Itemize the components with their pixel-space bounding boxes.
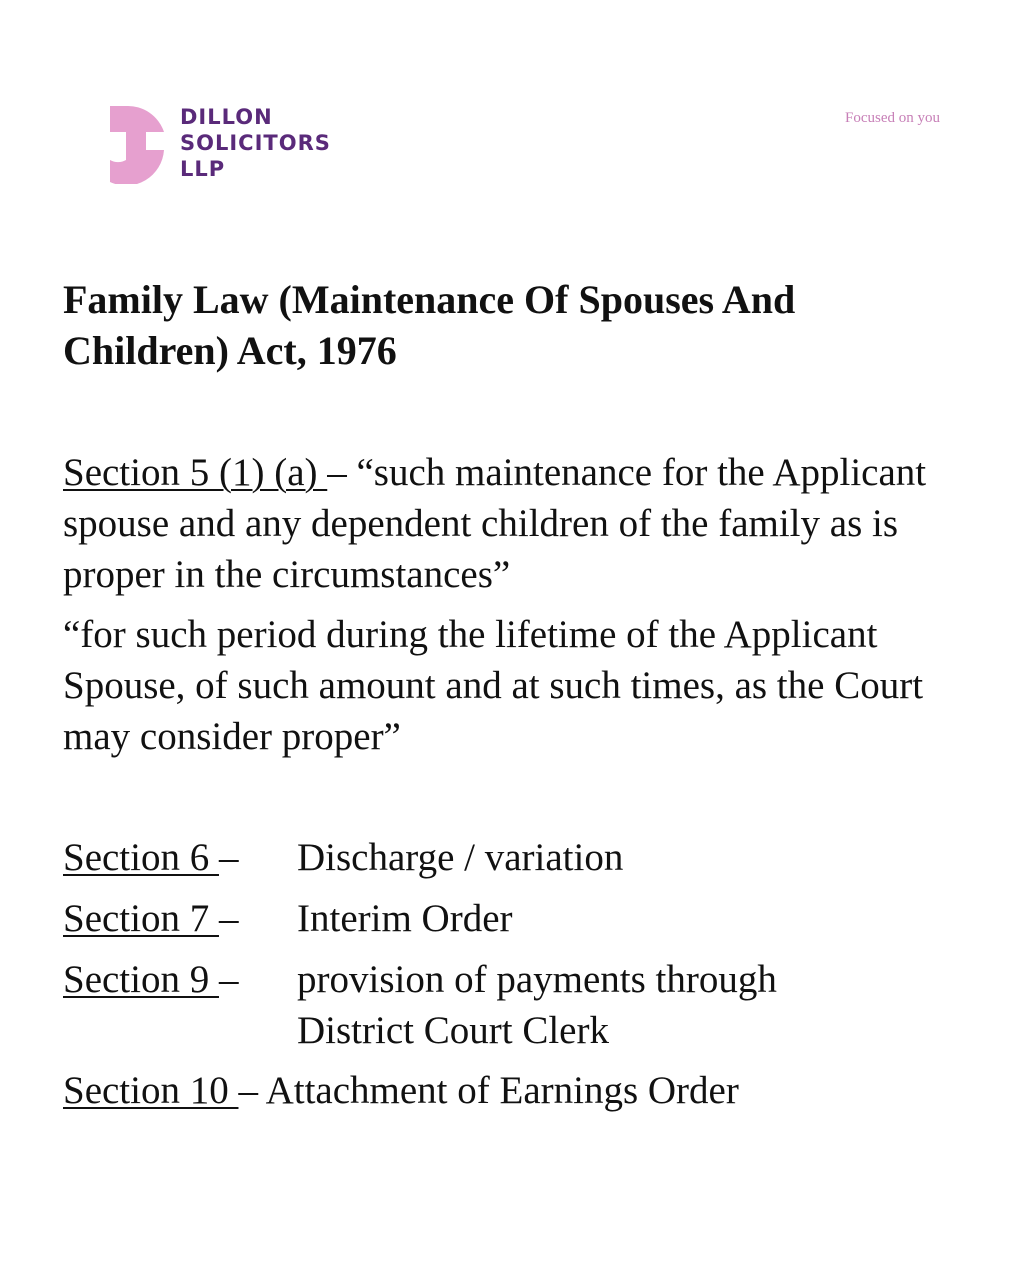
logo-mark-icon <box>108 104 166 184</box>
section-9-dash: – <box>218 958 239 1001</box>
section-6-label-group <box>63 832 238 883</box>
tagline: Focused on you <box>845 110 940 126</box>
document-title: Family Law (Maintenance Of Spouses And Children) Act, 1976 <box>63 277 796 373</box>
section-9-label-group <box>63 954 238 1005</box>
section-10-label: Section 10 <box>63 1069 239 1112</box>
section-9-description <box>297 954 777 1056</box>
firm-logo <box>108 104 378 186</box>
section-6-description: Discharge / variation <box>297 836 624 879</box>
section-10-text: – Attachment of Earnings Order <box>238 1069 739 1112</box>
section-5-text: – “such maintenance for the Applicant spouse and any dependent children of the family as is proper in the circumstances” <box>63 451 927 596</box>
section-7-label: Section 7 <box>63 897 219 940</box>
logo-line-3: LLP <box>180 157 226 181</box>
section-9-description-line-1: provision of payments through <box>297 958 777 1001</box>
section-9-description-line-2: District Court Clerk <box>297 1009 609 1052</box>
section-7-dash: – <box>218 897 239 940</box>
logo-line-2: SOLICITORS <box>180 131 331 155</box>
section-9-label: Section 9 <box>63 958 219 1001</box>
section-5-paragraph-continued: “for such period during the lifetime of the Applicant Spouse, of such amount and at such times, as the Court may consider proper” <box>63 613 924 758</box>
section-7-description: Interim Order <box>297 897 513 940</box>
logo-wordmark <box>180 104 331 182</box>
logo-line-1: DILLON <box>180 105 273 129</box>
section-5-paragraph <box>63 447 963 600</box>
section-5-label: Section 5 (1) (a) <box>63 451 328 494</box>
section-10-row <box>63 1065 963 1116</box>
section-7-label-group <box>63 893 238 944</box>
section-6-dash: – <box>218 836 239 879</box>
section-6-label: Section 6 <box>63 836 219 879</box>
